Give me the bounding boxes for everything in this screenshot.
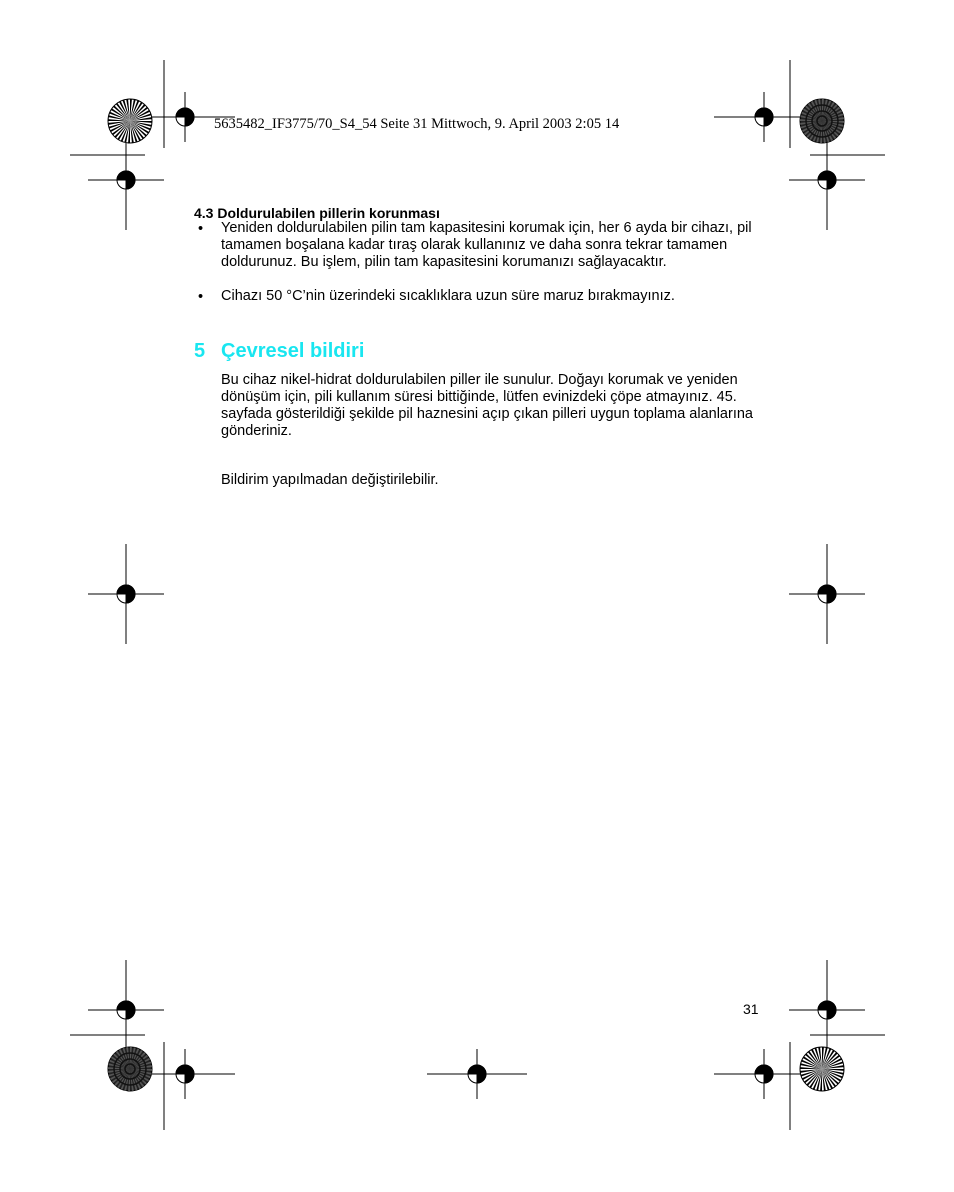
registration-target-icon bbox=[427, 1049, 527, 1099]
environment-paragraph: Bu cihaz nikel-hidrat doldurulabilen piller ile sunulur. Doğayı korumak ve yeniden dönüşüm için, pili kullanım süresi bittiğinde, lütfen evinizdeki çöpe atmayınız. 45. sayfada gösterildiği şekilde pil haznesini açıp çıkan pilleri uygun toplama alanlarına gönderiniz. bbox=[221, 372, 753, 439]
registration-target-icon bbox=[714, 1049, 814, 1099]
starburst-wheel-icon bbox=[800, 1047, 844, 1091]
starburst-wheel-icon bbox=[108, 1047, 152, 1091]
section-5-heading bbox=[194, 340, 364, 363]
list-item: Cihazı 50 °C’nin üzerindeki sıcaklıklara uzun süre maruz bırakmayınız. bbox=[221, 288, 675, 304]
registration-target-icon bbox=[789, 544, 865, 644]
registration-target-icon bbox=[789, 960, 865, 1060]
registration-target-icon bbox=[88, 544, 164, 644]
registration-target-icon bbox=[714, 92, 814, 142]
section-title: Çevresel bildiri bbox=[221, 340, 365, 362]
bullet-symbol: • bbox=[198, 289, 204, 305]
section-4-3-heading: 4.3 Doldurulabilen pillerin korunması bbox=[194, 205, 440, 221]
slug-line: 5635482_IF3775/70_S4_54 Seite 31 Mittwoch, 9. April 2003 2:05 14 bbox=[214, 116, 620, 132]
bullet-symbol: • bbox=[198, 221, 204, 237]
registration-target-icon bbox=[88, 960, 164, 1060]
page-number: 31 bbox=[743, 1001, 759, 1017]
section-number: 5 bbox=[194, 340, 206, 362]
starburst-wheel-icon bbox=[108, 99, 152, 143]
list-item: Yeniden doldurulabilen pilin tam kapasitesini korumak için, her 6 ayda bir cihazı, pil tamamen boşalana kadar tıraş olarak kullanınız ve daha sonra tekrar tamamen doldurunuz. Bu işlem, pilin tam kapasitesini korumanızı sağlayacaktır. bbox=[221, 220, 752, 270]
notice-text: Bildirim yapılmadan değiştirilebilir. bbox=[221, 472, 439, 488]
registration-target-icon bbox=[789, 130, 865, 230]
starburst-wheel-icon bbox=[800, 99, 844, 143]
registration-target-icon bbox=[88, 130, 164, 230]
